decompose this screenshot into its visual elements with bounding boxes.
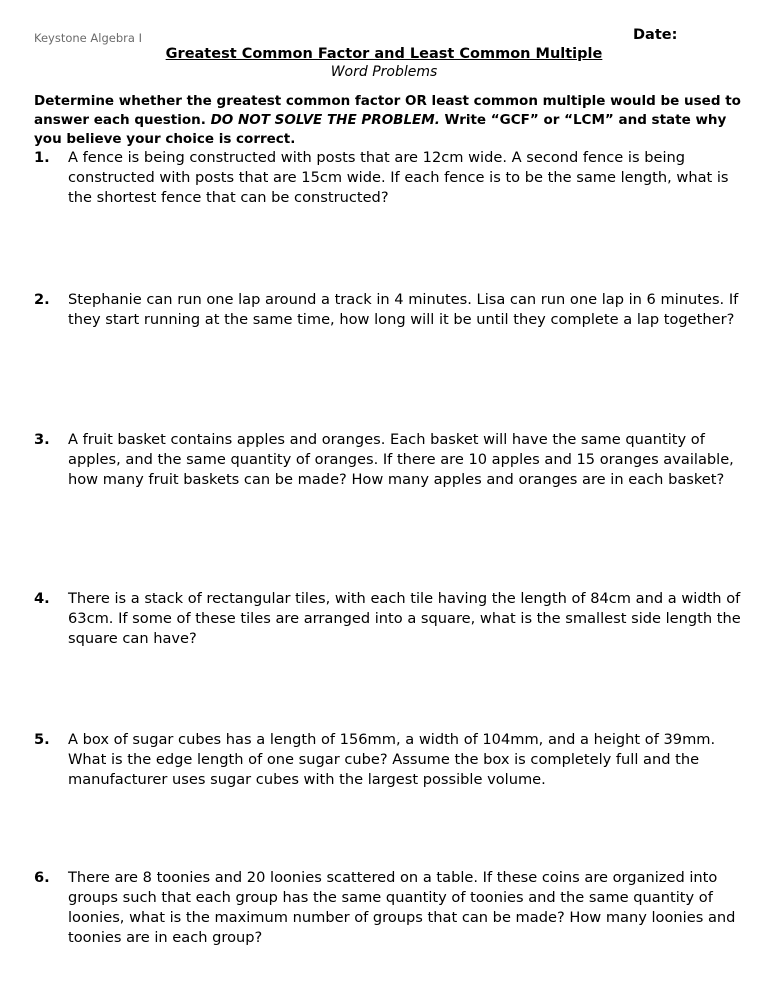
problem-1 — [34, 148, 744, 208]
problem-5 — [34, 730, 744, 790]
instructions-part2: Write “GCF” or “LCM” and state why you believe your choice is correct. — [34, 112, 727, 147]
problem-number: 1. — [34, 149, 50, 166]
problem-number: 4. — [34, 590, 50, 607]
page-subtitle: Word Problems — [330, 64, 438, 80]
course-label: Keystone Algebra I — [34, 31, 142, 45]
instructions-emphasis: DO NOT SOLVE THE PROBLEM. — [210, 112, 440, 128]
problem-text: There are 8 toonies and 20 loonies scattered on a table. If these coins are organized into groups such that each group has the same quantity of toonies and the same quantity of loonies, what is the maximum number of groups that can be made? How many loonies and toonies are in each group? — [68, 869, 736, 946]
date-label: Date: — [633, 27, 678, 43]
problem-number: 5. — [34, 731, 50, 748]
problem-number: 6. — [34, 869, 50, 886]
page-title: Greatest Common Factor and Least Common Multiple — [165, 46, 603, 62]
instructions — [34, 92, 744, 149]
problem-number: 2. — [34, 291, 50, 308]
problem-text: A fruit basket contains apples and oranges. Each basket will have the same quantity of apples, and the same quantity of oranges. If there are 10 apples and 15 oranges available, how many fruit baskets can be made? How many apples and oranges are in each basket? — [68, 431, 734, 488]
problem-text: Stephanie can run one lap around a track in 4 minutes. Lisa can run one lap in 6 minutes. If they start running at the same time, how long will it be until they complete a lap together? — [68, 291, 739, 328]
problem-text: A box of sugar cubes has a length of 156mm, a width of 104mm, and a height of 39mm. What is the edge length of one sugar cube? Assume the box is completely full and the manufacturer uses sugar cubes with the largest possible volume. — [68, 731, 716, 788]
problem-4 — [34, 589, 744, 649]
problem-text: A fence is being constructed with posts that are 12cm wide. A second fence is being constructed with posts that are 15cm wide. If each fence is to be the same length, what is the shortest fence that can be constructed? — [68, 149, 729, 206]
problem-6 — [34, 868, 744, 948]
problem-number: 3. — [34, 431, 50, 448]
problem-2 — [34, 290, 744, 330]
problem-3 — [34, 430, 744, 490]
instructions-part1: Determine whether the greatest common factor OR least common multiple would be used to answer each question. — [34, 93, 741, 128]
problem-text: There is a stack of rectangular tiles, with each tile having the length of 84cm and a width of 63cm. If some of these tiles are arranged into a square, what is the smallest side length the square can have? — [68, 590, 741, 647]
